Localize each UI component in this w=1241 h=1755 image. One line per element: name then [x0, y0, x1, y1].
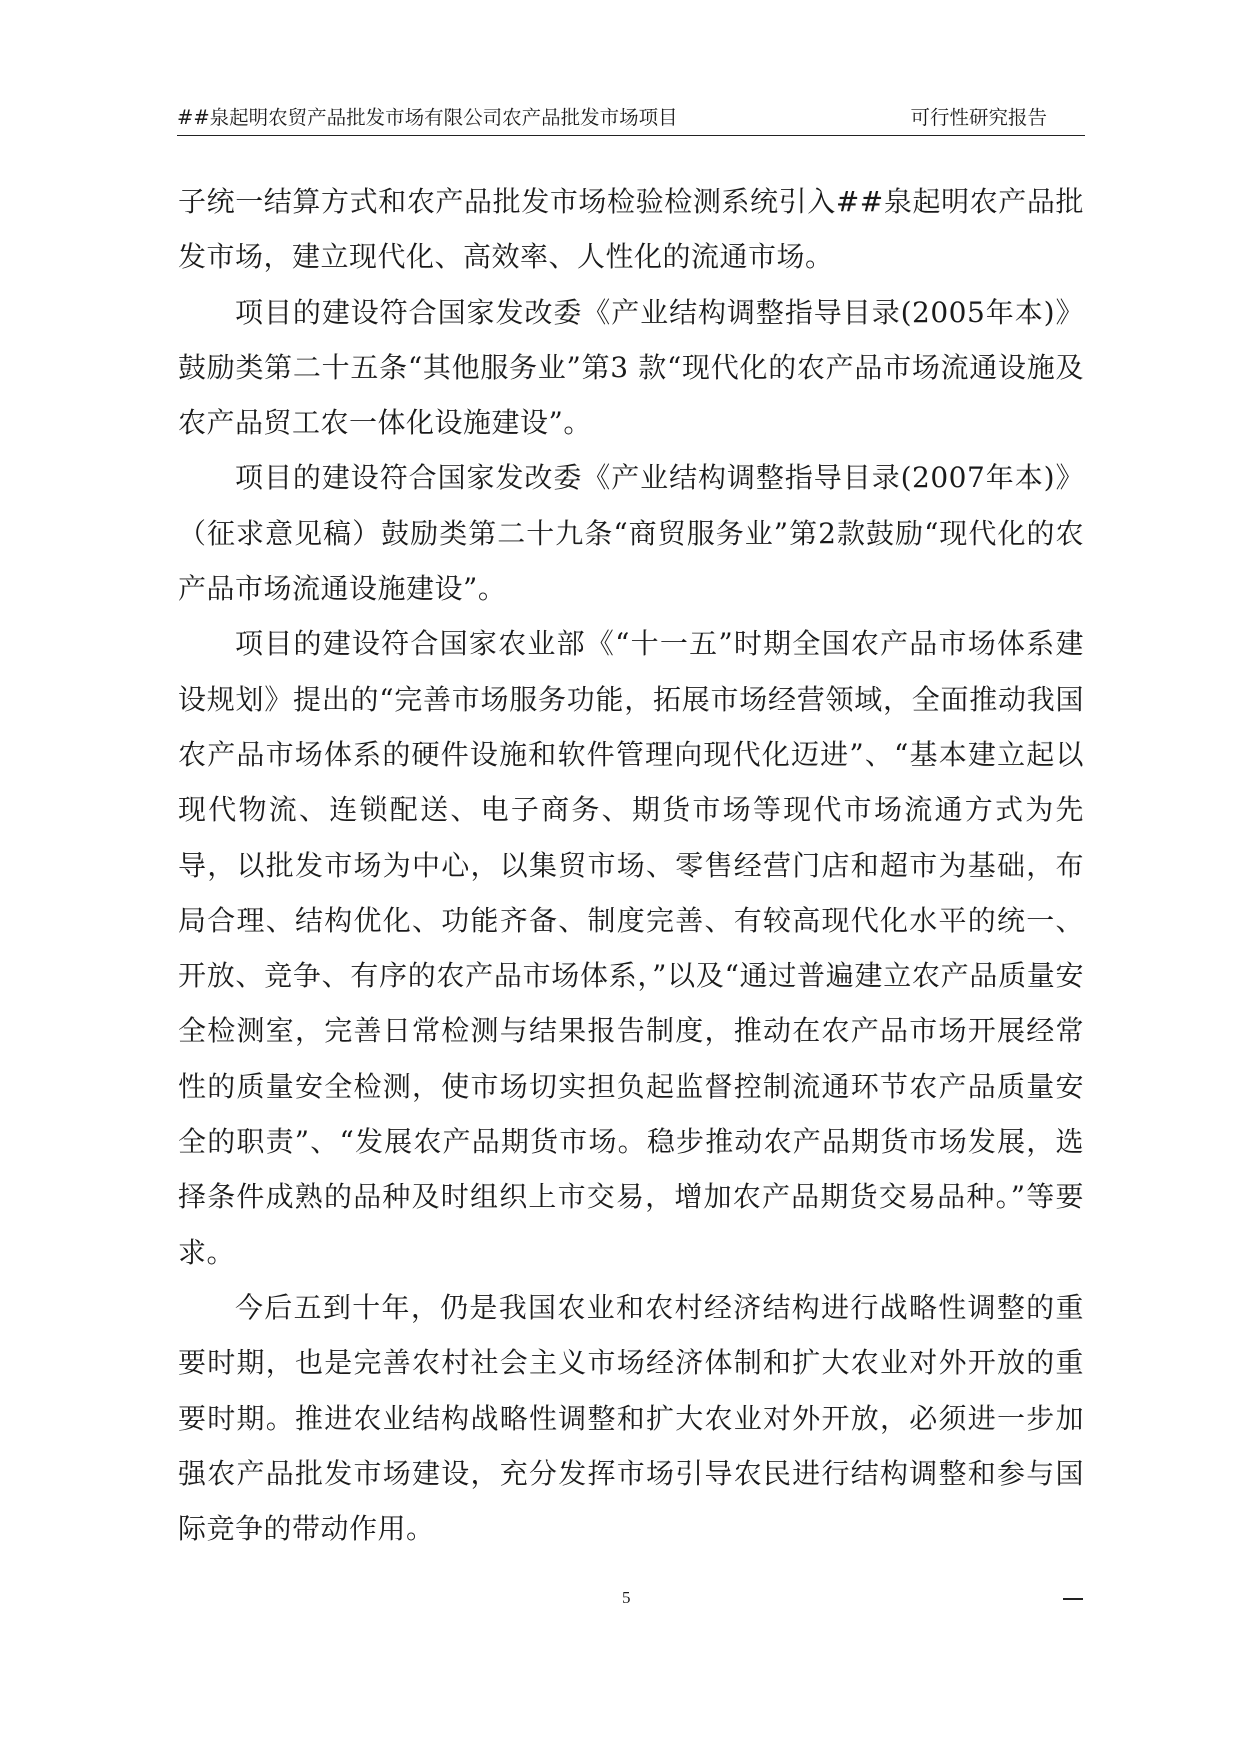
paragraph-continuation: 子统一结算方式和农产品批发市场检验检测系统引入##泉起明农产品批发市场，建立现代化、高效率、人性化的流通市场。: [178, 185, 1084, 274]
paragraph-catalog-2005: 项目的建设符合国家发改委《产业结构调整指导目录(2005年本)》鼓励类第二十五条“其他服务业”第3 款“现代化的农产品市场流通设施及农产品贸工农一体化设施建设”。: [178, 295, 1084, 440]
header-report-type: 可行性研究报告: [910, 106, 1047, 129]
header-title: ##泉起明农贸产品批发市场有限公司农产品批发市场项目: [177, 106, 678, 129]
footer-dash: [1063, 1598, 1083, 1600]
paragraph-outlook: 今后五到十年，仍是我国农业和农村经济结构进行战略性调整的重要时期，也是完善农村社会主义市场经济体制和扩大农业对外开放的重要时期。推进农业结构战略性调整和扩大农业对外开放，必须进一步加强农产品批发市场建设，充分发挥市场引导农民进行结构调整和参与国际竞争的带动作用。: [178, 1290, 1084, 1546]
body-text: [178, 174, 1084, 1556]
page-number: 5: [622, 1588, 631, 1607]
page-header: [177, 101, 1085, 136]
paragraph-catalog-2007: 项目的建设符合国家发改委《产业结构调整指导目录(2007年本)》（征求意见稿）鼓励类第二十九条“商贸服务业”第2款鼓励“现代化的农产品市场流通设施建设”。: [178, 461, 1084, 606]
paragraph-ministry-plan: 项目的建设符合国家农业部《“十一五”时期全国农产品市场体系建设规划》提出的“完善市场服务功能，拓展市场经营领域，全面推动我国农产品市场体系的硬件设施和软件管理向现代化迈进”、“基本建立起以现代物流、连锁配送、电子商务、期货市场等现代市场流通方式为先导，以批发市场为中心，以集贸市场、零售经营门店和超市为基础，布局合理、结构优化、功能齐备、制度完善、有较高现代化水平的统一、开放、竞争、有序的农产品市场体系，”以及“通过普遍建立农产品质量安全检测室，完善日常检测与结果报告制度，推动在农产品市场开展经常性的质量安全检测，使市场切实担负起监督控制流通环节农产品质量安全的职责”、“发展农产品期货市场。稳步推动农产品期货市场发展，选择条件成熟的品种及时组织上市交易，增加农产品期货交易品种。”等要求。: [178, 627, 1084, 1269]
